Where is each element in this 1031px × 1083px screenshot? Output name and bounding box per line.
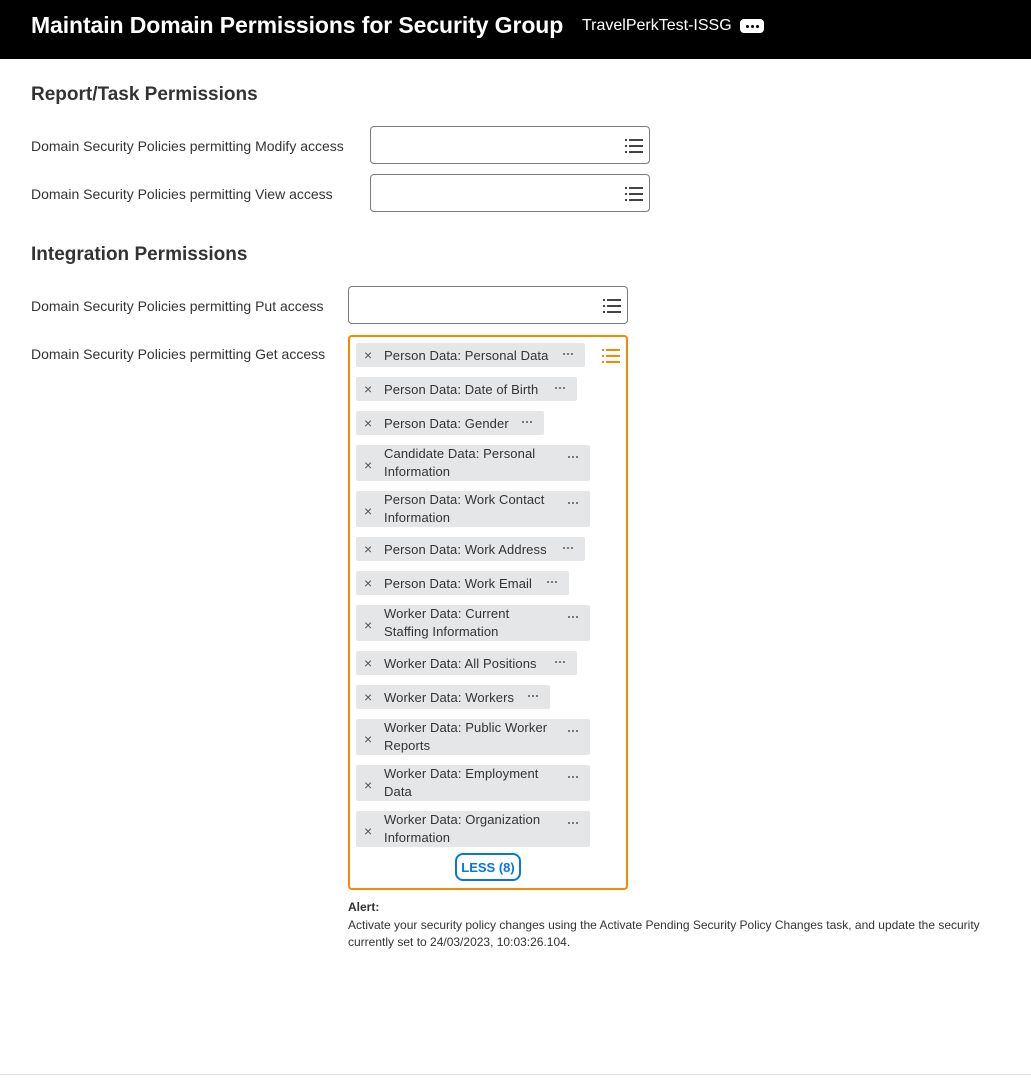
get-access-label: Domain Security Policies permitting Get access [31, 346, 326, 362]
related-actions-icon[interactable] [568, 776, 578, 778]
footer-divider [0, 1074, 1031, 1075]
selected-policy-pill[interactable] [356, 605, 590, 641]
modify-access-prompt[interactable] [370, 126, 650, 164]
remove-icon[interactable]: × [364, 731, 373, 747]
selected-policy-pill[interactable] [356, 491, 590, 527]
view-access-prompt[interactable] [370, 174, 650, 212]
selected-policy-pill[interactable] [356, 445, 590, 481]
related-actions-icon[interactable] [568, 456, 578, 458]
pill-label: Worker Data: Public Worker Reports [384, 720, 548, 753]
related-actions-icon[interactable] [568, 502, 578, 504]
more-dots-icon[interactable] [740, 19, 764, 33]
prompt-list-icon[interactable] [625, 187, 643, 201]
pill-label: Person Data: Date of Birth [384, 382, 539, 397]
remove-icon[interactable]: × [364, 777, 373, 793]
selected-policy-pill[interactable] [356, 685, 550, 709]
pill-label: Worker Data: Employment Data [384, 766, 539, 799]
put-access-prompt[interactable] [348, 286, 628, 324]
page-header [0, 0, 1031, 59]
related-actions-icon[interactable] [568, 822, 578, 824]
put-access-label: Domain Security Policies permitting Put access [31, 298, 324, 314]
report-task-section-title: Report/Task Permissions [31, 84, 258, 105]
related-actions-icon[interactable] [568, 616, 578, 618]
selected-policy-pill[interactable] [356, 719, 590, 755]
selected-policy-pill[interactable] [356, 537, 585, 561]
pill-label: Worker Data: Workers [384, 690, 515, 705]
view-access-label: Domain Security Policies permitting View access [31, 186, 333, 202]
selected-policy-pill[interactable] [356, 571, 569, 595]
remove-icon[interactable]: × [364, 541, 373, 557]
pill-label: Person Data: Work Contact Information [384, 492, 545, 525]
related-actions-icon[interactable] [555, 387, 565, 389]
pill-label: Person Data: Work Address [384, 542, 547, 557]
remove-icon[interactable]: × [364, 503, 373, 519]
integration-section-title: Integration Permissions [31, 244, 248, 265]
pill-label: Person Data: Work Email [384, 576, 532, 591]
related-actions-icon[interactable] [547, 581, 557, 583]
remove-icon[interactable]: × [364, 381, 373, 397]
pill-label: Worker Data: All Positions [384, 656, 537, 671]
selected-policy-pill[interactable] [356, 811, 590, 847]
remove-icon[interactable]: × [364, 823, 373, 839]
selected-policy-pill[interactable] [356, 765, 590, 801]
related-actions-icon[interactable] [555, 661, 565, 663]
prompt-list-icon[interactable] [602, 349, 620, 363]
modify-access-label: Domain Security Policies permitting Modify access [31, 138, 344, 154]
alert-text-line1: Activate your security policy changes using the Activate Pending Security Policy Changes task, and update the security [348, 917, 980, 932]
remove-icon[interactable]: × [364, 617, 373, 633]
remove-icon[interactable]: × [364, 689, 373, 705]
related-actions-icon[interactable] [528, 695, 538, 697]
pill-label: Worker Data: Current Staffing Information [384, 606, 510, 639]
pill-label: Candidate Data: Personal Information [384, 446, 536, 479]
page-title: Maintain Domain Permissions for Security Group [31, 12, 564, 38]
alert-text-line2: currently set to 24/03/2023, 10:03:26.104. [348, 935, 571, 949]
related-actions-icon[interactable] [522, 421, 532, 423]
related-actions-icon[interactable] [563, 547, 573, 549]
remove-icon[interactable]: × [364, 457, 373, 473]
pill-label: Worker Data: Organization Information [384, 812, 541, 845]
related-actions-icon[interactable] [568, 730, 578, 732]
selected-policy-pill[interactable] [356, 343, 585, 367]
prompt-list-icon[interactable] [625, 139, 643, 153]
security-group-name[interactable]: TravelPerkTest-ISSG [582, 17, 732, 34]
pill-label: Person Data: Personal Data [384, 348, 549, 363]
alert-heading: Alert: [348, 900, 380, 914]
remove-icon[interactable]: × [364, 655, 373, 671]
alert-message [348, 899, 980, 952]
related-actions-icon[interactable] [563, 353, 573, 355]
remove-icon[interactable]: × [364, 415, 373, 431]
remove-icon[interactable]: × [364, 575, 373, 591]
remove-icon[interactable]: × [364, 347, 373, 363]
less-button[interactable]: LESS (8) [455, 853, 521, 881]
selected-policy-pill[interactable] [356, 411, 544, 435]
pill-label: Person Data: Gender [384, 416, 509, 431]
selected-policy-pill[interactable] [356, 651, 577, 675]
prompt-list-icon[interactable] [603, 299, 621, 313]
selected-policy-pill[interactable] [356, 377, 577, 401]
